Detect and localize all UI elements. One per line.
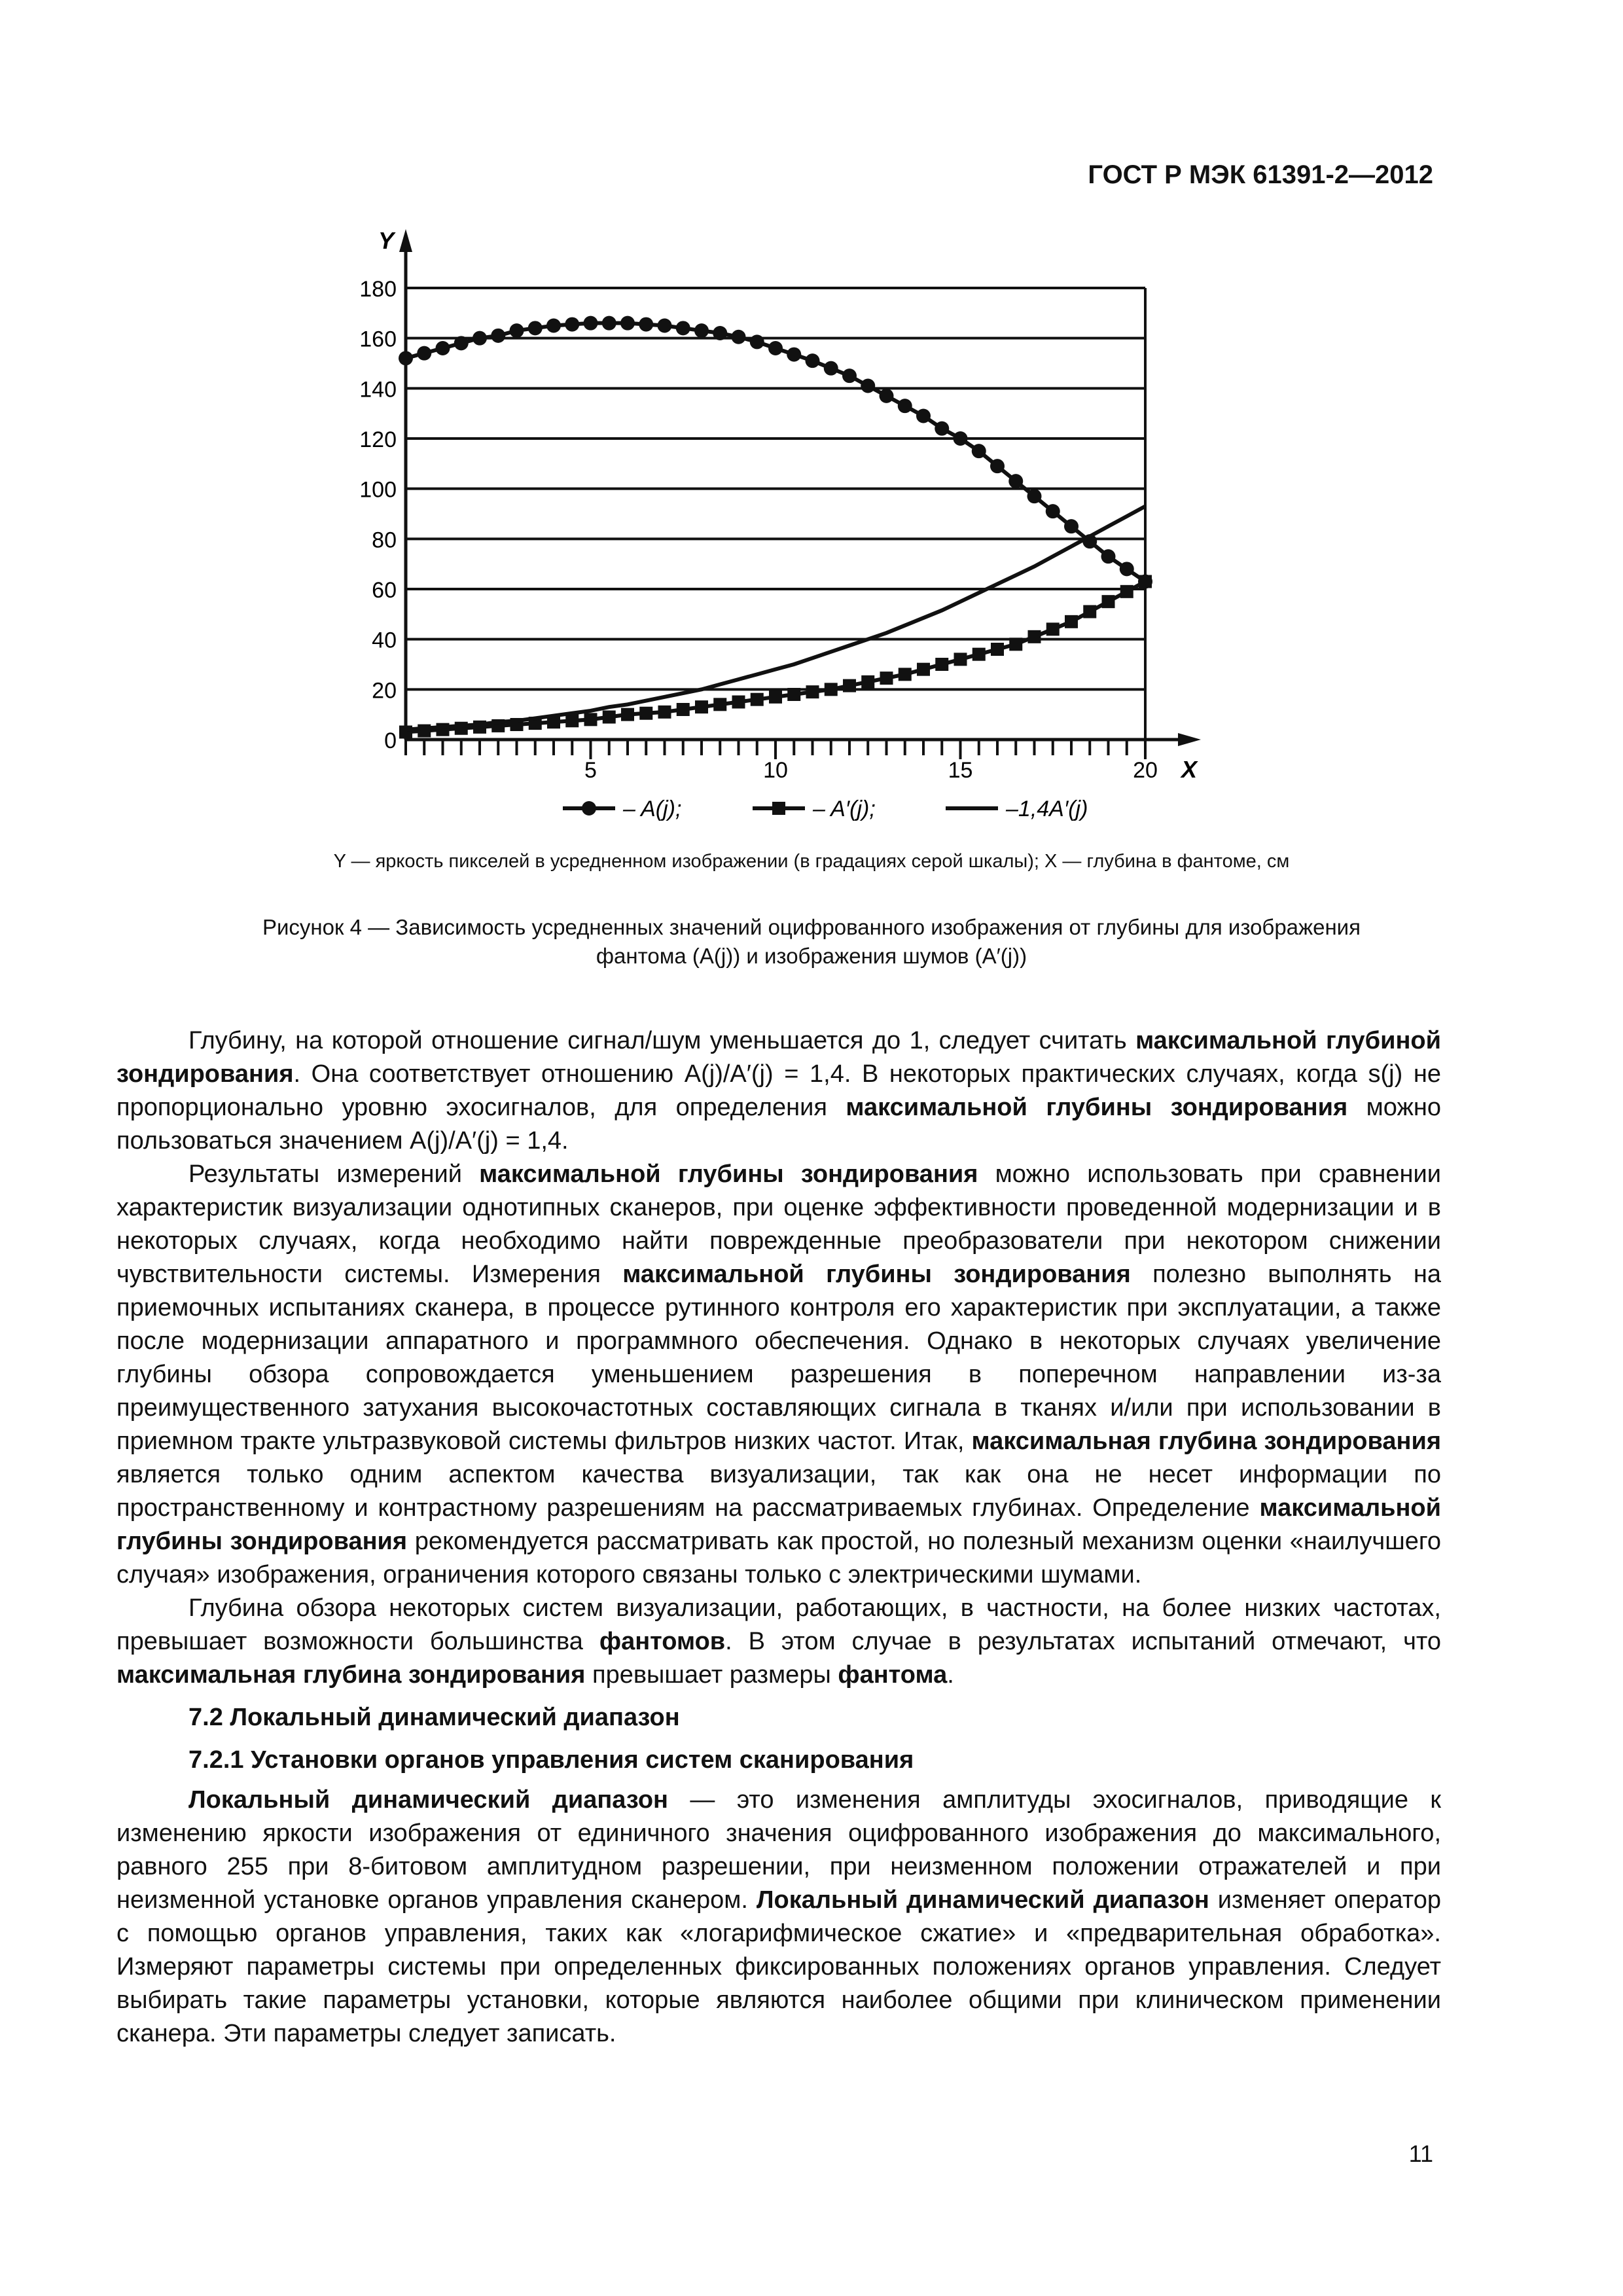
data-point-circle bbox=[1008, 474, 1023, 488]
term-bold: максимальной глубины зондирования bbox=[116, 1494, 1441, 1555]
data-point-circle bbox=[861, 379, 875, 393]
data-point-square bbox=[861, 675, 874, 689]
x-tick-label: 5 bbox=[584, 758, 597, 783]
y-tick-label: 60 bbox=[372, 578, 397, 603]
paragraph-3 bbox=[116, 1592, 1441, 1692]
legend-marker-circle bbox=[582, 801, 596, 816]
data-point-square bbox=[935, 658, 948, 671]
data-point-square bbox=[1065, 615, 1078, 628]
data-point-square bbox=[584, 713, 597, 726]
term-bold: максимальная глубина зондирования bbox=[116, 1661, 586, 1689]
data-point-circle bbox=[1064, 519, 1079, 533]
term-bold: максимальной глубины зондирования bbox=[846, 1094, 1348, 1121]
data-point-square bbox=[1120, 585, 1133, 598]
paragraph-2 bbox=[116, 1158, 1441, 1592]
term-bold: максимальная глубина зондирования bbox=[971, 1427, 1441, 1455]
data-point-circle bbox=[880, 389, 894, 403]
y-tick-label: 100 bbox=[359, 477, 397, 503]
data-point-circle bbox=[787, 348, 801, 362]
data-point-circle bbox=[491, 329, 505, 343]
data-point-square bbox=[954, 653, 967, 666]
y-tick-label: 40 bbox=[372, 628, 397, 653]
text-run: рекомендуется рассматривать как простой, но полезный механизм оценки «наилучшего случая» изображения, ограничения которого связаны только с электрическими шумами. bbox=[116, 1528, 1441, 1588]
data-point-square bbox=[1009, 637, 1022, 651]
data-point-square bbox=[1102, 595, 1115, 608]
term-bold: максимальной глубиной зондирования bbox=[116, 1027, 1442, 1088]
y-tick-label: 140 bbox=[359, 377, 397, 403]
text-run: . В этом случае в результатах испытаний отмечают, что bbox=[725, 1628, 1441, 1655]
chart-legend bbox=[563, 797, 1088, 821]
text-run: можно пользоваться значением A(j)/A′(j) = 1,4. bbox=[116, 1094, 1441, 1155]
text-run: — это изменения амплитуды эхосигналов, приводящие к изменению яркости изображения от единичного значения оцифрованного изображения до максимального, равного 255 при 8-битовом амплитудном разрешении, при неизменном положении отражателей и при неизменной установке органов управления сканером. bbox=[116, 1786, 1441, 1914]
figure-caption-line-1: Рисунок 4 — Зависимость усредненных значений оцифрованного изображения от глубины для изображения bbox=[262, 915, 1361, 939]
data-point-square bbox=[603, 711, 616, 724]
chart-ticks bbox=[359, 277, 1158, 783]
data-point-circle bbox=[972, 444, 986, 458]
body-text bbox=[116, 1024, 1441, 2051]
data-point-square bbox=[991, 643, 1004, 656]
data-point-square bbox=[1028, 630, 1041, 643]
data-point-circle bbox=[990, 459, 1005, 473]
text-run: можно использовать при сравнении характеристик визуализации однотипных сканеров, при оценке эффективности проведенной модернизации и в некоторых случаях, когда необходимо найти поврежденные преобразователи при некотором снижении чувствительности системы. Измерения bbox=[116, 1160, 1441, 1288]
data-point-circle bbox=[806, 353, 820, 368]
document-header: ГОСТ Р МЭК 61391-2—2012 bbox=[1088, 160, 1433, 189]
text-run: полезно выполнять на приемочных испытаниях сканера, в процессе рутинного контроля его характеристик при эксплуатации, а также после модернизации аппаратного и программного обеспечения. Однако в некоторых случаях увеличение глубины обзора сопровождается уменьшением разрешения в поперечном направлении из-за преимущественного затухания высокочастотных составляющих сигнала в тканях и/или при использовании в приемном тракте ультразвуковой системы фильтров низких частот. Итак, bbox=[116, 1261, 1441, 1455]
legend-label-0: – A(j); bbox=[623, 797, 682, 821]
y-tick-label: 20 bbox=[372, 678, 397, 704]
data-point-circle bbox=[510, 323, 524, 338]
data-point-circle bbox=[842, 368, 857, 383]
data-point-circle bbox=[417, 346, 431, 361]
data-point-circle bbox=[768, 341, 783, 355]
data-point-square bbox=[825, 683, 838, 696]
data-point-circle bbox=[898, 399, 912, 413]
series-line-0 bbox=[406, 323, 1145, 582]
data-point-square bbox=[658, 706, 671, 719]
term-bold: Локальный динамический диапазон bbox=[756, 1886, 1209, 1914]
data-point-square bbox=[1139, 575, 1152, 588]
data-point-circle bbox=[620, 316, 635, 331]
legend-label-2: –1,4A′(j) bbox=[1006, 797, 1088, 821]
data-point-circle bbox=[546, 319, 561, 333]
data-point-circle bbox=[916, 409, 931, 423]
data-point-square bbox=[769, 691, 782, 704]
paragraph-1 bbox=[116, 1024, 1441, 1158]
data-point-square bbox=[565, 714, 579, 727]
text-run: Результаты измерений bbox=[188, 1160, 480, 1188]
data-point-square bbox=[751, 693, 764, 706]
data-point-square bbox=[843, 679, 856, 692]
data-point-circle bbox=[1046, 504, 1060, 518]
data-point-circle bbox=[436, 341, 450, 355]
data-point-circle bbox=[732, 330, 746, 344]
data-point-square bbox=[677, 703, 690, 716]
text-run: . bbox=[947, 1661, 954, 1689]
data-point-circle bbox=[676, 321, 690, 335]
data-point-circle bbox=[639, 317, 653, 332]
data-point-circle bbox=[935, 422, 949, 436]
legend-label-1: – A′(j); bbox=[813, 797, 876, 821]
data-point-circle bbox=[1027, 489, 1042, 503]
section-heading-7-2: 7.2 Локальный динамический диапазон bbox=[188, 1704, 680, 1731]
depth-brightness-chart bbox=[340, 223, 1257, 844]
data-point-square bbox=[787, 688, 800, 701]
data-point-square bbox=[880, 672, 893, 685]
y-tick-label: 160 bbox=[359, 327, 397, 352]
data-point-circle bbox=[454, 336, 469, 350]
data-point-circle bbox=[694, 323, 709, 338]
data-point-square bbox=[732, 696, 745, 709]
data-point-circle bbox=[1120, 562, 1134, 576]
x-tick-label: 10 bbox=[763, 758, 788, 783]
chart-series bbox=[399, 316, 1152, 739]
paragraph-4 bbox=[116, 1784, 1441, 2051]
series-line-1 bbox=[406, 582, 1145, 732]
data-point-circle bbox=[750, 334, 764, 349]
data-point-square bbox=[639, 707, 652, 720]
data-point-square bbox=[1083, 605, 1096, 619]
y-tick-label: 120 bbox=[359, 427, 397, 452]
data-point-circle bbox=[584, 316, 598, 331]
data-point-square bbox=[1046, 622, 1060, 636]
y-axis-arrow bbox=[399, 229, 412, 252]
x-axis-label: X bbox=[1181, 756, 1198, 783]
figure-axis-note: Y — яркость пикселей в усредненном изображении (в градациях серой шкалы); X — глубина в фантоме, см bbox=[333, 851, 1290, 872]
term-bold: максимальной глубины зондирования bbox=[479, 1160, 978, 1188]
data-point-circle bbox=[713, 326, 727, 340]
term-bold: максимальной глубины зондирования bbox=[622, 1261, 1131, 1288]
figure-caption-line-2: фантома (A(j)) и изображения шумов (A′(j)) bbox=[596, 944, 1027, 968]
data-point-circle bbox=[528, 321, 543, 335]
y-axis-label: Y bbox=[378, 227, 395, 254]
text-run: изменяет оператор с помощью органов управления, таких как «логарифмическое сжатие» и «предварительная обработка». Измеряют параметры системы при определенных фиксированных положениях органов управления. Следует выбирать такие параметры установки, которые являются наиболее общими при клиническом применении сканера. Эти параметры следует записать. bbox=[116, 1886, 1441, 2047]
text-run: является только одним аспектом качества визуализации, так как она не несет информации по пространственному и контрастному разрешениям на рассматриваемых глубинах. Определение bbox=[116, 1461, 1441, 1522]
data-point-square bbox=[972, 648, 986, 661]
y-tick-label: 80 bbox=[372, 528, 397, 553]
figure-caption bbox=[118, 913, 1505, 971]
text-run: . Она соответствует отношению A(j)/A′(j) = 1,4. В некоторых практических случаях, когда s(j) не пропорционально уровню эхосигналов, для определения bbox=[116, 1060, 1441, 1121]
data-point-circle bbox=[658, 319, 672, 333]
data-point-circle bbox=[1101, 549, 1116, 564]
data-point-circle bbox=[824, 361, 838, 376]
y-tick-label: 180 bbox=[359, 277, 397, 302]
x-tick-label: 15 bbox=[948, 758, 973, 783]
page-number: 11 bbox=[1408, 2140, 1433, 2167]
data-point-square bbox=[806, 685, 819, 698]
text-run: Глубина обзора некоторых систем визуализации, работающих, в частности, на более низких частотах, превышает возможности большинства bbox=[116, 1594, 1441, 1655]
legend-marker-square bbox=[772, 802, 785, 815]
text-run: превышает размеры bbox=[585, 1661, 838, 1689]
data-point-circle bbox=[954, 431, 968, 446]
data-point-circle bbox=[473, 331, 487, 346]
x-axis-arrow bbox=[1178, 733, 1201, 746]
y-tick-label: 0 bbox=[384, 728, 397, 753]
data-point-square bbox=[621, 708, 634, 721]
data-point-square bbox=[917, 663, 930, 676]
data-point-square bbox=[713, 698, 726, 711]
data-point-circle bbox=[399, 351, 413, 365]
data-point-square bbox=[899, 668, 912, 681]
section-heading-7-2-1: 7.2.1 Установки органов управления систем сканирования bbox=[188, 1746, 914, 1774]
x-tick-label: 20 bbox=[1133, 758, 1158, 783]
term-bold: Локальный динамический диапазон bbox=[188, 1786, 668, 1814]
data-point-circle bbox=[565, 317, 579, 332]
text-run: Глубину, на которой отношение сигнал/шум уменьшается до 1, следует считать bbox=[188, 1027, 1136, 1054]
data-point-square bbox=[695, 700, 708, 713]
term-bold: фантомов bbox=[599, 1628, 726, 1655]
data-point-circle bbox=[602, 316, 616, 331]
term-bold: фантома bbox=[838, 1661, 948, 1689]
